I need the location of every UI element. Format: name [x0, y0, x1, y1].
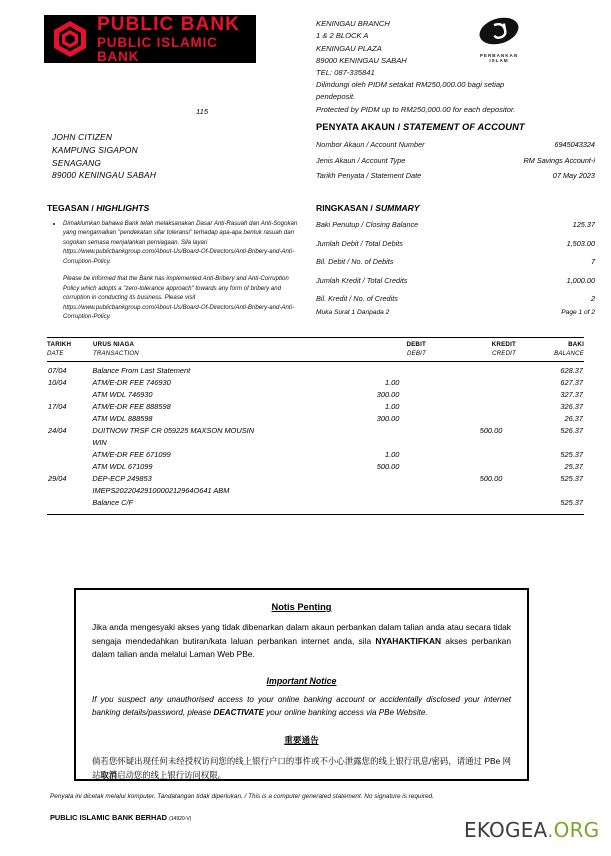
cell-credit	[419, 487, 520, 494]
computer-generated-disclaimer: Penyata ini dicetak melalui komputer. Tandatangan tidak diperlukan. / This is a computer generated statement. No signature is required.	[50, 793, 434, 800]
statement-row-statement-date	[316, 171, 595, 180]
addressee-line-4: 89000 KENINGAU SABAH	[52, 170, 157, 181]
cell-credit	[419, 379, 520, 386]
highlights-title-ms: TEGASAN	[47, 203, 90, 213]
highlights-title-separator: /	[89, 203, 97, 213]
table-header-ms	[47, 338, 584, 350]
table-row	[47, 458, 584, 470]
statement-row-account-number	[316, 140, 595, 149]
logo-primary-text: PUBLIC BANK	[97, 14, 240, 35]
mailer-code: 115	[196, 107, 209, 116]
notice-body-zh	[92, 754, 511, 783]
cell-balance: 26.37	[564, 413, 583, 423]
cell-debit: 1.00	[384, 401, 400, 411]
statement-row-account-type	[316, 156, 595, 165]
watermark-suffix: .ORG	[547, 818, 600, 842]
label-account-type: Jenis Akaun / Account Type	[316, 155, 406, 165]
cell-debit	[316, 487, 419, 494]
islam-logo-line-1: PERBANKAN	[479, 53, 519, 58]
cell-balance: 525.37	[560, 473, 583, 483]
cell-credit	[419, 415, 520, 422]
cell-description: ATM WDL 746930	[92, 389, 153, 399]
label-total-credits: Jumlah Kredit / Total Credits	[316, 275, 408, 285]
pidm-protection-notice	[316, 79, 546, 116]
pidm-en-line: Protected by PIDM up to RM250,000.00 for each depositor.	[316, 104, 516, 114]
cell-debit	[316, 475, 419, 482]
value-closing-balance: 125.37	[572, 220, 595, 229]
table-row	[47, 446, 584, 458]
summary-title-ms: RINGKASAN	[316, 203, 369, 213]
cell-date: 07/04	[48, 365, 67, 375]
cell-debit	[316, 427, 419, 434]
header-balance-en: BALANCE	[554, 350, 584, 357]
header-credit-en: CREDIT	[492, 350, 516, 357]
highlights-bullet-list	[52, 219, 305, 266]
cell-description: ATM/E-DR FEE 746930	[92, 377, 171, 387]
notice-body-en-part1: If you suspect any unauthorised access to your online banking account or accidentally disclosed your internet banking details/password, please	[92, 694, 511, 717]
highlights-body	[52, 219, 305, 321]
public-bank-logo	[44, 15, 256, 63]
value-no-of-credits: 2	[590, 294, 595, 303]
watermark	[464, 818, 599, 842]
table-row	[47, 494, 584, 506]
company-registration-number: (14920-V)	[169, 816, 192, 822]
notice-body-en-part2: your online banking access via PBe Website.	[264, 707, 428, 717]
summary-row-closing-balance	[316, 220, 595, 229]
entity-name-text: PUBLIC ISLAMIC BANK BERHAD	[50, 813, 168, 822]
cell-balance: 525.37	[560, 497, 583, 507]
table-row	[47, 398, 584, 410]
highlights-bullet-ms: • Dimaklumkan bahawa Bank telah melaksanakan Dasar Anti-Rasuah dan Anti-Sogokan yang mengamalkan "pendekatan sifar toleransi" terhadap apa-apa bentuk rasuah dan sogokan semasa menjalankan perniagaan. Sila layari https://www.publicbankgroup.com/About-Us/Board-Of-Directors/Anti-Bribery-and-Anti-Corruption-Policy.	[63, 219, 305, 266]
cell-date: 24/04	[48, 425, 67, 435]
highlights-paragraph-en: Please be informed that the Bank has implemented Anti-Bribery and Anti-Corruption Policy which adopts a "zero-tolerance approach" towards any form of bribery and corruption in conducting its business. Please visit https://www.publicbankgroup.com/About-Us/Board-Of-Directors/Anti-Bribery-and-Anti-Corruption-Policy.	[63, 275, 294, 320]
cell-date	[47, 499, 90, 506]
cell-credit	[419, 391, 520, 398]
notice-body-zh-part1: 倘若您怀疑出现任何未经授权访问您的线上银行户口的事件或不小心泄露您的线上银行讯息/密码，请通过 PBe 网站	[92, 755, 511, 780]
summary-row-total-credits	[316, 276, 595, 285]
cell-date: 29/04	[48, 473, 67, 483]
cell-debit: 300.00	[376, 413, 400, 423]
cell-date	[47, 439, 90, 446]
label-no-of-credits: Bil. Kredit / No. of Credits	[316, 294, 398, 303]
cell-balance: 327.37	[560, 389, 583, 399]
summary-title	[316, 203, 419, 213]
pidm-ms-line-2: pendeposit.	[316, 92, 356, 102]
cell-debit: 1.00	[384, 449, 400, 459]
cell-credit: 500.00	[479, 425, 503, 435]
cell-description: ATM WDL 671099	[92, 461, 153, 471]
value-total-credits: 1,000.00	[566, 275, 595, 285]
addressee-name: JOHN CITIZEN	[52, 132, 113, 142]
table-row	[47, 470, 584, 482]
page-indicator	[316, 309, 595, 316]
label-account-number: Nombor Akaun / Account Number	[316, 140, 425, 149]
cell-balance: 526.37	[560, 425, 583, 435]
table-row	[47, 422, 584, 434]
cell-date	[47, 463, 90, 470]
soa-title-separator: /	[394, 122, 404, 132]
summary-row-no-of-debits	[316, 257, 595, 266]
cell-balance: 326.37	[560, 401, 583, 411]
addressee-block	[52, 131, 292, 182]
table-row	[47, 362, 584, 374]
cell-balance	[520, 487, 584, 494]
cell-debit	[316, 439, 419, 446]
table-row	[47, 410, 584, 422]
value-account-number: 6945043324	[554, 140, 595, 149]
header-transaction-en: TRANSACTION	[93, 350, 139, 357]
branch-line-4: 89000 KENINGAU SABAH	[316, 55, 407, 65]
cell-date	[47, 415, 90, 422]
cell-credit	[419, 367, 520, 374]
label-total-debits: Jumlah Debit / Total Debits	[316, 238, 403, 248]
table-row	[47, 386, 584, 398]
cell-description: DEP-ECP 249853	[92, 473, 152, 483]
table-row	[47, 482, 584, 494]
notice-heading-zh: 重要通告	[284, 734, 319, 745]
notice-body-zh-emphasis: 取消	[100, 769, 118, 780]
header-date-ms: TARIKH	[47, 341, 72, 348]
value-no-of-debits: 7	[590, 257, 595, 266]
cell-debit: 500.00	[376, 461, 400, 471]
perbankan-islam-logo	[470, 17, 528, 63]
page-indicator-ms: Muka Surat 1 Daripada 2	[316, 309, 390, 316]
page-indicator-en: Page 1 of 2	[561, 309, 595, 316]
cell-debit	[316, 499, 419, 506]
table-row	[47, 434, 584, 446]
table-row	[47, 374, 584, 386]
summary-row-no-of-credits	[316, 294, 595, 303]
table-header-en	[47, 350, 584, 361]
cell-balance: 628.37	[560, 365, 583, 375]
label-closing-balance: Baki Penutup / Closing Balance	[316, 220, 419, 229]
cell-debit: 1.00	[384, 377, 400, 387]
cell-credit	[419, 403, 520, 410]
header-debit-en: DEBIT	[407, 350, 426, 357]
cell-date	[47, 391, 90, 398]
notice-body-ms-part2: akses perbankan dalam talian anda melalui Laman Web PBe.	[92, 635, 511, 660]
cell-description: ATM/E-DR FEE 671099	[92, 449, 171, 459]
cell-description: DUITNOW TRSF CR 059225 MAXSON MOUSIN	[92, 425, 255, 435]
notice-heading-ms: Notis Penting	[271, 602, 332, 612]
cell-description: Balance C/F	[92, 497, 134, 507]
watermark-primary: EKOGEA	[464, 818, 548, 842]
branch-line-2: 1 & 2 BLOCK A	[316, 31, 369, 41]
notice-body-en	[92, 694, 511, 720]
branch-line-1: KENINGAU BRANCH	[316, 19, 390, 28]
label-statement-date: Tarikh Penyata / Statement Date	[316, 171, 422, 180]
cell-date	[47, 487, 90, 494]
highlights-title-en: HIGHLIGHTS	[96, 203, 150, 213]
cell-balance	[520, 439, 584, 446]
cell-description: IMEPS2022042910000212964O641 ABM	[92, 485, 230, 495]
branch-phone: TEL: 087-335841	[316, 68, 375, 78]
islam-logo-line-2: ISLAM	[489, 58, 509, 63]
cell-description: ATM/E-DR FEE 888598	[92, 401, 171, 411]
summary-row-total-debits	[316, 239, 595, 248]
addressee-line-2: KAMPUNG SIGAPON	[52, 144, 138, 155]
logo-secondary-text: PUBLIC ISLAMIC BANK	[97, 35, 218, 64]
statement-of-account-title	[316, 122, 525, 132]
summary-title-separator: /	[368, 203, 376, 213]
legal-entity-name	[50, 813, 191, 822]
perbankan-islam-icon	[477, 17, 521, 47]
soa-title-en: STATEMENT OF ACCOUNT	[403, 122, 525, 132]
header-debit-ms: DEBIT	[406, 341, 426, 348]
cell-date	[47, 451, 90, 458]
summary-rows	[316, 220, 595, 313]
pidm-ms-line-1: Dilindungi oleh PIDM setakat RM250,000.00 bagi setiap	[316, 80, 505, 89]
cell-credit	[419, 463, 520, 470]
important-notice-box	[74, 588, 529, 781]
value-account-type: RM Savings Account-i	[523, 155, 595, 165]
header-credit-ms: KREDIT	[491, 341, 516, 348]
table-bottom-rule	[47, 514, 584, 515]
cell-debit	[316, 367, 419, 374]
summary-title-en: SUMMARY	[375, 203, 420, 213]
header-balance-ms: BAKI	[568, 341, 584, 348]
cell-credit	[419, 439, 520, 446]
notice-heading-en: Important Notice	[266, 675, 337, 686]
public-bank-hexagon-icon	[50, 19, 90, 59]
highlights-title	[47, 203, 149, 213]
label-no-of-debits: Bil. Debit / No. of Debits	[316, 257, 394, 266]
cell-credit	[419, 499, 520, 506]
notice-body-ms-part1: Jika anda mengesyaki akses yang tidak dibenarkan dalam akaun perbankan dalam talian anda atau secara tidak sengaja mendedahkan butiran/kata laluan perbankan internet anda, sila	[92, 622, 511, 646]
cell-balance: 25.37	[564, 461, 583, 471]
cell-description: WIN	[92, 437, 107, 447]
header-transaction-ms: URUS NIAGA	[93, 341, 135, 348]
value-total-debits: 1,503.00	[566, 238, 595, 248]
header-date-en: DATE	[47, 350, 64, 357]
transaction-table	[47, 337, 584, 515]
addressee-line-3: SENAGANG	[52, 157, 102, 168]
value-statement-date: 07 May 2023	[552, 171, 595, 180]
soa-title-ms: PENYATA AKAUN	[316, 122, 395, 132]
cell-credit	[419, 451, 520, 458]
notice-body-ms-emphasis: NYAHAKTIFKAN	[375, 635, 442, 646]
cell-balance: 525.37	[560, 449, 583, 459]
cell-date: 10/04	[48, 377, 67, 387]
notice-body-ms	[92, 621, 511, 662]
cell-debit: 300.00	[376, 389, 400, 399]
cell-date: 17/04	[48, 401, 67, 411]
notice-body-en-emphasis: DEACTIVATE	[213, 707, 264, 717]
cell-description: ATM WDL 888598	[92, 413, 153, 423]
cell-balance: 627.37	[560, 377, 583, 387]
cell-credit: 500.00	[479, 473, 503, 483]
notice-body-zh-part2: 启动您的线上银行访问权限。	[117, 769, 226, 780]
branch-line-3: KENINGAU PLAZA	[316, 43, 382, 53]
statement-detail-rows	[316, 140, 595, 187]
cell-description: Balance From Last Statement	[92, 365, 191, 375]
